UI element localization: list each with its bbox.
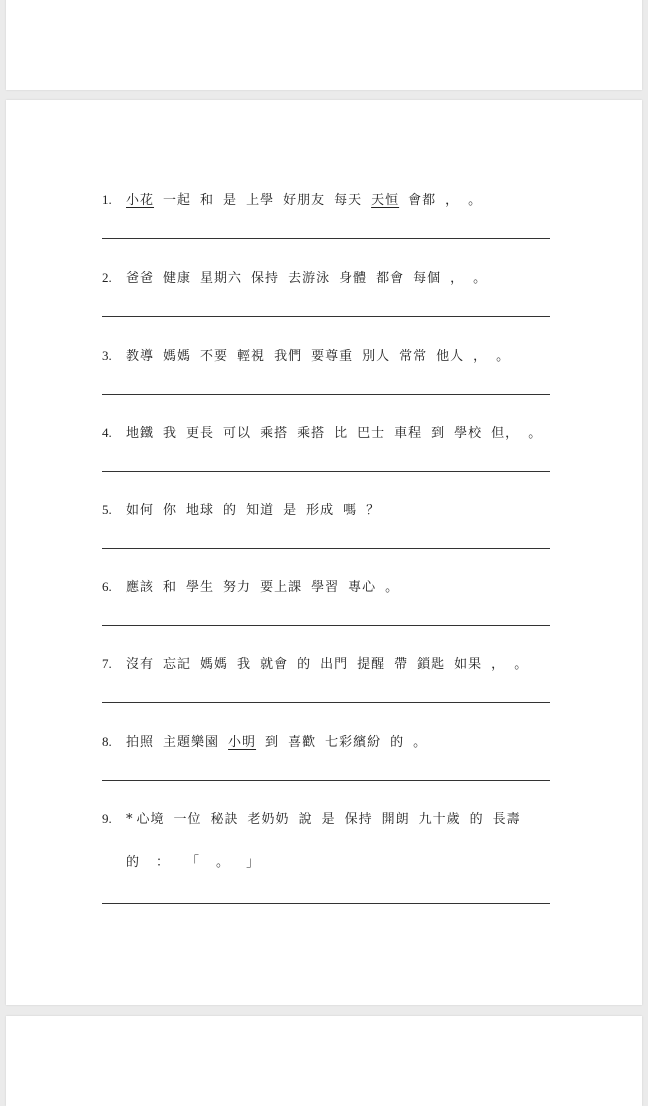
word-card: 。 bbox=[528, 426, 543, 441]
answer-line[interactable] bbox=[102, 394, 550, 395]
word-card: 如果 bbox=[454, 657, 483, 672]
word-card: 每個 bbox=[413, 271, 442, 286]
word-card: 我 bbox=[237, 657, 252, 672]
word-card: 保持 bbox=[251, 271, 280, 286]
word-card: 都會 bbox=[376, 271, 405, 286]
question-number: 6. bbox=[102, 579, 112, 594]
word-card: 如何 bbox=[126, 503, 155, 518]
word-card: 是 bbox=[223, 193, 238, 208]
word-card: 輕視 bbox=[237, 349, 266, 364]
word-card: 保持 bbox=[344, 812, 373, 827]
question-words-continued bbox=[102, 855, 550, 871]
word-card: 去游泳 bbox=[288, 271, 331, 286]
word-card: 爸爸 bbox=[126, 271, 155, 286]
word-card: 出門 bbox=[320, 657, 349, 672]
word-card: 開朗 bbox=[381, 812, 410, 827]
word-card: 車程 bbox=[394, 426, 423, 441]
word-card: 到 bbox=[431, 426, 446, 441]
word-card: 。 bbox=[496, 349, 511, 364]
word-card: 的 bbox=[469, 812, 484, 827]
answer-line[interactable] bbox=[102, 625, 550, 626]
word-card: 教導 bbox=[126, 349, 155, 364]
word-card: 說 bbox=[298, 812, 313, 827]
word-card: 和 bbox=[200, 193, 215, 208]
word-card: 形成 bbox=[306, 503, 335, 518]
word-card: 上學 bbox=[246, 193, 275, 208]
word-card: 學校 bbox=[454, 426, 483, 441]
word-card: 和 bbox=[163, 580, 178, 595]
word-card: 的 bbox=[297, 657, 312, 672]
question-number: 8. bbox=[102, 734, 112, 749]
word-card: 喜歡 bbox=[288, 735, 317, 750]
question-9 bbox=[102, 811, 550, 871]
word-card: 不要 bbox=[200, 349, 229, 364]
next-page bbox=[6, 1016, 642, 1106]
word-card: 九十歲 bbox=[418, 812, 461, 827]
question-words bbox=[102, 270, 550, 287]
question-words bbox=[102, 192, 550, 209]
question-8 bbox=[102, 734, 550, 751]
word-card: 心境 bbox=[136, 812, 165, 827]
word-card: 努力 bbox=[223, 580, 252, 595]
word-card: 七彩繽紛 bbox=[325, 735, 382, 750]
word-card: 常常 bbox=[399, 349, 428, 364]
word-card: 更長 bbox=[186, 426, 215, 441]
question-number: 4. bbox=[102, 425, 112, 440]
word-card: 。 bbox=[473, 271, 488, 286]
word-card: 嗎 bbox=[343, 503, 358, 518]
question-words bbox=[102, 656, 550, 673]
word-card: 你 bbox=[163, 503, 178, 518]
question-1 bbox=[102, 192, 550, 209]
question-words bbox=[102, 579, 550, 596]
word-card: 「 bbox=[186, 855, 201, 870]
word-card: 。 bbox=[468, 193, 483, 208]
word-card: 我們 bbox=[274, 349, 303, 364]
word-card: 。 bbox=[514, 657, 529, 672]
underlined-word: 小明 bbox=[228, 735, 257, 750]
word-card: 健康 bbox=[163, 271, 192, 286]
word-card: 長壽 bbox=[492, 812, 521, 827]
word-card: 地鐵 bbox=[126, 426, 155, 441]
word-card: ？ bbox=[366, 503, 381, 518]
word-card: 知道 bbox=[246, 503, 275, 518]
word-card: 。 bbox=[413, 735, 428, 750]
word-card: 鎖匙 bbox=[417, 657, 446, 672]
word-card: ， bbox=[445, 193, 460, 208]
word-card: 的 bbox=[390, 735, 405, 750]
word-card: 好朋友 bbox=[283, 193, 326, 208]
question-words bbox=[102, 502, 550, 519]
underlined-word: 小花 bbox=[126, 193, 155, 208]
word-card: ， bbox=[491, 657, 506, 672]
word-card: 一起 bbox=[163, 193, 192, 208]
word-card: 是 bbox=[283, 503, 298, 518]
word-card: 」 bbox=[246, 855, 261, 870]
question-words bbox=[102, 811, 550, 828]
word-card: ， bbox=[473, 349, 488, 364]
word-card: 地球 bbox=[186, 503, 215, 518]
word-card: 媽媽 bbox=[163, 349, 192, 364]
underlined-word: 天恒 bbox=[371, 193, 400, 208]
answer-line[interactable] bbox=[102, 548, 550, 549]
question-number: 7. bbox=[102, 656, 112, 671]
question-number: 2. bbox=[102, 270, 112, 285]
word-card: 一位 bbox=[173, 812, 202, 827]
previous-page bbox=[6, 0, 642, 90]
word-card: 比 bbox=[334, 426, 349, 441]
word-card: 學生 bbox=[186, 580, 215, 595]
question-4 bbox=[102, 425, 550, 442]
answer-line[interactable] bbox=[102, 238, 550, 239]
word-card: 他人 bbox=[436, 349, 465, 364]
question-number: 5. bbox=[102, 502, 112, 517]
answer-line[interactable] bbox=[102, 316, 550, 317]
question-number: 1. bbox=[102, 192, 112, 207]
question-words bbox=[102, 734, 550, 751]
worksheet-page bbox=[6, 100, 642, 1005]
word-card: 忘記 bbox=[163, 657, 192, 672]
word-card: ： bbox=[156, 855, 171, 870]
word-card: 的 bbox=[126, 855, 141, 870]
word-card: 。 bbox=[385, 580, 400, 595]
word-card: 應該 bbox=[126, 580, 155, 595]
word-card: 。 bbox=[216, 855, 231, 870]
question-7 bbox=[102, 656, 550, 673]
word-card: 別人 bbox=[362, 349, 391, 364]
question-number: 9. bbox=[102, 811, 112, 826]
question-5 bbox=[102, 502, 550, 519]
word-card: 是 bbox=[321, 812, 336, 827]
challenge-star: * bbox=[126, 812, 133, 827]
word-card: 要上課 bbox=[260, 580, 303, 595]
answer-line[interactable] bbox=[102, 903, 550, 904]
question-number: 3. bbox=[102, 348, 112, 363]
word-card: 但， bbox=[491, 426, 520, 441]
word-card: 媽媽 bbox=[200, 657, 229, 672]
question-2 bbox=[102, 270, 550, 287]
word-card: 巴士 bbox=[357, 426, 386, 441]
question-words bbox=[102, 425, 550, 442]
word-card: 老奶奶 bbox=[247, 812, 290, 827]
answer-line[interactable] bbox=[102, 780, 550, 781]
word-card: 主題樂園 bbox=[163, 735, 220, 750]
word-card: 沒有 bbox=[126, 657, 155, 672]
word-card: 的 bbox=[223, 503, 238, 518]
word-card: 可以 bbox=[223, 426, 252, 441]
answer-line[interactable] bbox=[102, 702, 550, 703]
word-card: 到 bbox=[265, 735, 280, 750]
question-words bbox=[102, 348, 550, 365]
word-card: 專心 bbox=[348, 580, 377, 595]
word-card: 會都 bbox=[408, 193, 437, 208]
word-card: 我 bbox=[163, 426, 178, 441]
question-6 bbox=[102, 579, 550, 596]
word-card: 要尊重 bbox=[311, 349, 354, 364]
word-card: 帶 bbox=[394, 657, 409, 672]
word-card: 就會 bbox=[260, 657, 289, 672]
word-card: 乘搭 bbox=[297, 426, 326, 441]
word-card: 秘訣 bbox=[210, 812, 239, 827]
word-card: 每天 bbox=[334, 193, 363, 208]
word-card: ， bbox=[450, 271, 465, 286]
word-card: 星期六 bbox=[200, 271, 243, 286]
word-card: 拍照 bbox=[126, 735, 155, 750]
word-card: 學習 bbox=[311, 580, 340, 595]
word-card: 提醒 bbox=[357, 657, 386, 672]
question-3 bbox=[102, 348, 550, 365]
word-card: 身體 bbox=[339, 271, 368, 286]
answer-line[interactable] bbox=[102, 471, 550, 472]
word-card: 乘搭 bbox=[260, 426, 289, 441]
